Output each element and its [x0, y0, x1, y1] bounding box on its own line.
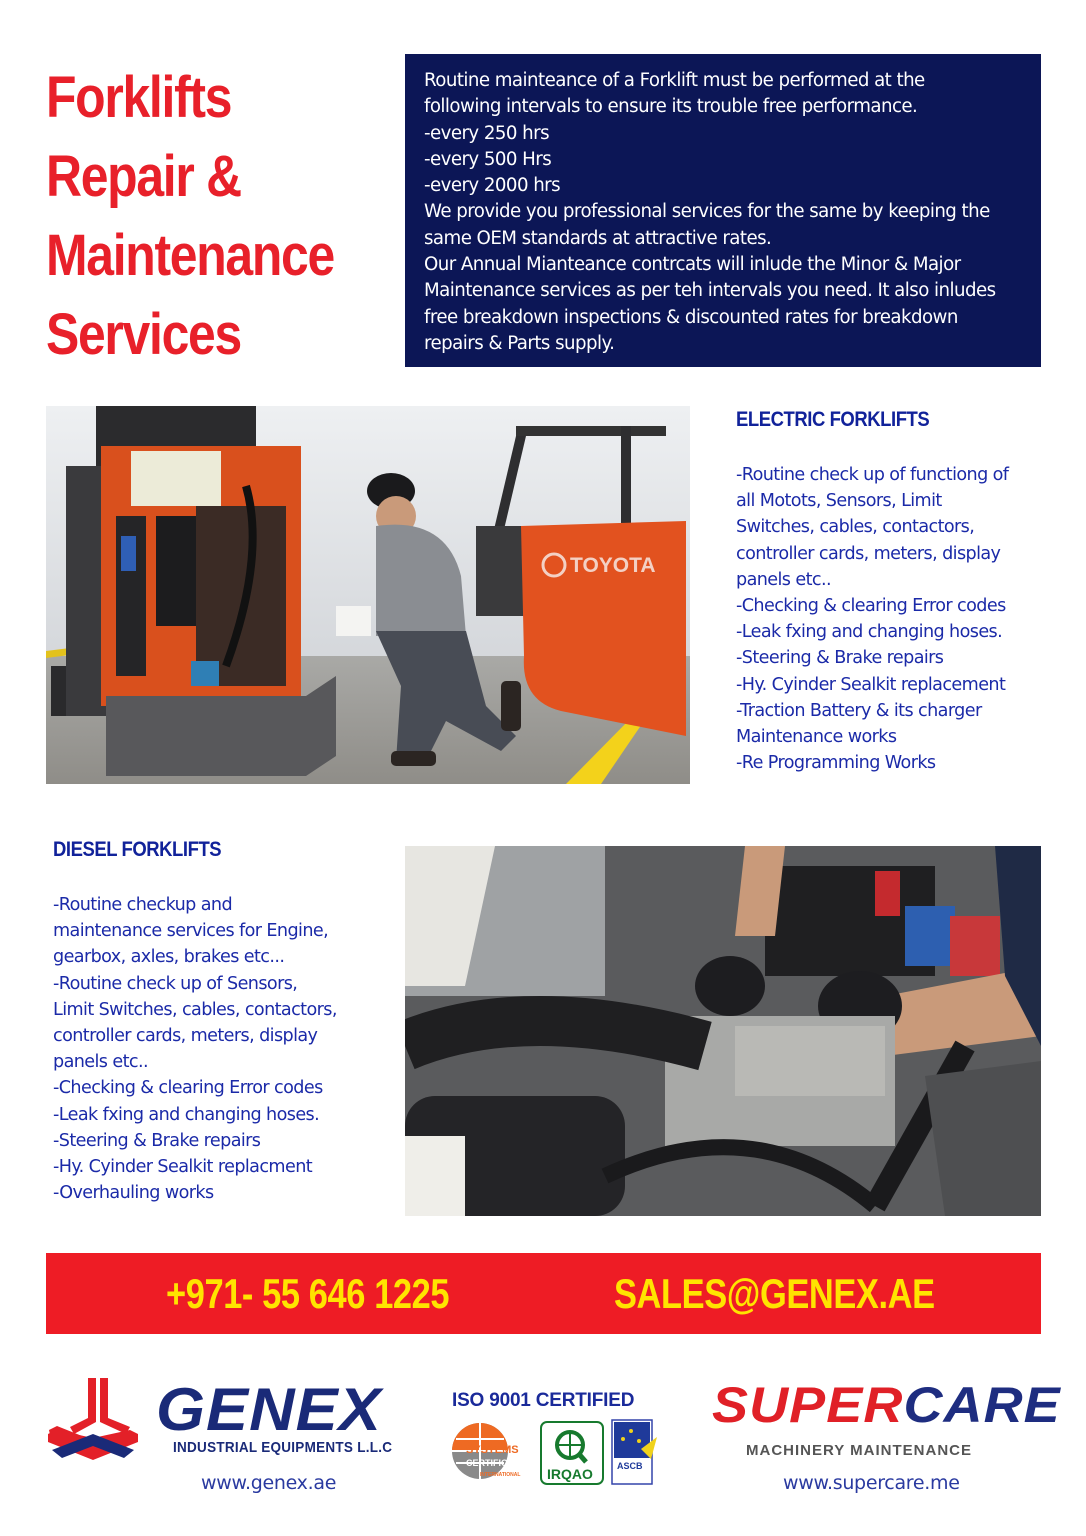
title-line: Services [46, 302, 241, 367]
list-item: panels etc.. [53, 1052, 148, 1073]
list-item: -Hy. Cyinder Sealkit replacment [53, 1157, 313, 1178]
diesel-forklifts-heading: DIESEL FORKLIFTS [53, 838, 222, 861]
svg-text:ASCB: ASCB [617, 1461, 643, 1471]
intro-line: Routine mainteance of a Forklift must be performed at the [424, 70, 925, 91]
contact-bar [46, 1253, 1041, 1334]
page-title [46, 58, 356, 374]
list-item: controller cards, meters, display [736, 543, 1001, 564]
supercare-website-link[interactable]: www.supercare.me [783, 1472, 960, 1494]
list-item: -Routine checkup and [53, 895, 233, 915]
genex-logo-icon [48, 1378, 138, 1464]
list-item: -Steering & Brake repairs [53, 1130, 261, 1151]
list-item: all Motots, Sensors, Limit [736, 491, 942, 512]
iso-certified-label: ISO 9001 CERTIFIED [452, 1390, 635, 1411]
list-item: controller cards, meters, display [53, 1026, 318, 1047]
systems-certification-badge-icon [446, 1419, 538, 1483]
list-item: -Leak fxing and changing hoses. [736, 622, 1003, 643]
svg-text:IRQAO: IRQAO [547, 1466, 593, 1482]
supercare-name-super: SUPER [712, 1377, 904, 1433]
intro-line: Maintenance services as per teh intervals you need. It also inludes [424, 280, 996, 302]
svg-text:TOYOTA: TOYOTA [570, 554, 656, 577]
electric-forklift-illustration [46, 406, 690, 784]
list-item: maintenance services for Engine, [53, 921, 329, 942]
supercare-subtitle: MACHINERY MAINTENANCE [746, 1442, 973, 1459]
title-line: Maintenance [46, 223, 334, 288]
electric-service-list [736, 462, 1008, 776]
diesel-service-list [53, 892, 337, 1206]
title-line: Repair & [46, 144, 241, 209]
list-item: Limit Switches, cables, contactors, [53, 999, 337, 1020]
ascb-badge-icon [611, 1419, 659, 1487]
intro-line: following intervals to ensure its trouble free performance. [424, 96, 918, 118]
list-item: -Checking & clearing Error codes [736, 596, 1006, 617]
title-line: Forklifts [46, 65, 232, 130]
list-item: Switches, cables, contactors, [736, 517, 975, 538]
irqao-badge-icon [540, 1421, 604, 1485]
supercare-brand-name [712, 1378, 1061, 1432]
svg-text:CERTIFICATION: CERTIFICATION [466, 1458, 535, 1468]
list-item: -Traction Battery & its charger [736, 700, 982, 721]
genex-website-link[interactable]: www.genex.ae [201, 1472, 337, 1494]
genex-subtitle: INDUSTRIAL EQUIPMENTS L.L.C [173, 1439, 393, 1456]
diesel-engine-photo [405, 846, 1041, 1216]
email-link[interactable]: SALES@GENEX.AE [614, 1270, 935, 1317]
list-item: Maintenance works [736, 727, 897, 748]
list-item: -Re Programming Works [736, 753, 936, 774]
list-item: panels etc.. [736, 569, 831, 590]
list-item: gearbox, axles, brakes etc... [53, 947, 285, 968]
supercare-name-care: CARE [903, 1377, 1061, 1433]
svg-text:SYSTEMS: SYSTEMS [466, 1444, 519, 1456]
svg-text:INTERNATIONAL: INTERNATIONAL [480, 1472, 521, 1478]
list-item: -Overhauling works [53, 1183, 214, 1204]
intro-line: -every 250 hrs [424, 122, 550, 144]
intro-line: free breakdown inspections & discounted rates for breakdown [424, 306, 958, 328]
electric-forklift-photo [46, 406, 690, 784]
intro-line: -every 2000 hrs [424, 175, 561, 197]
intro-box [405, 54, 1041, 367]
phone-number-link[interactable]: +971- 55 646 1225 [166, 1270, 450, 1317]
intro-line: We provide you professional services for the same by keeping the [424, 201, 990, 223]
intro-line: -every 500 Hrs [424, 148, 552, 170]
list-item: -Leak fxing and changing hoses. [53, 1104, 320, 1125]
list-item: -Routine check up of Sensors, [53, 973, 298, 994]
list-item: -Checking & clearing Error codes [53, 1078, 323, 1099]
list-item: -Steering & Brake repairs [736, 648, 944, 669]
list-item: -Hy. Cyinder Sealkit replacement [736, 674, 1006, 695]
list-item: -Routine check up of functiong of [736, 465, 1009, 485]
genex-brand-name: GENEX [156, 1376, 382, 1443]
electric-forklifts-heading: ELECTRIC FORKLIFTS [736, 408, 930, 431]
intro-line: repairs & Parts supply. [424, 332, 615, 354]
intro-line: Our Annual Mianteance contrcats will inlude the Minor & Major [424, 254, 961, 276]
intro-line: same OEM standards at attractive rates. [424, 227, 772, 249]
diesel-engine-illustration [405, 846, 1041, 1216]
